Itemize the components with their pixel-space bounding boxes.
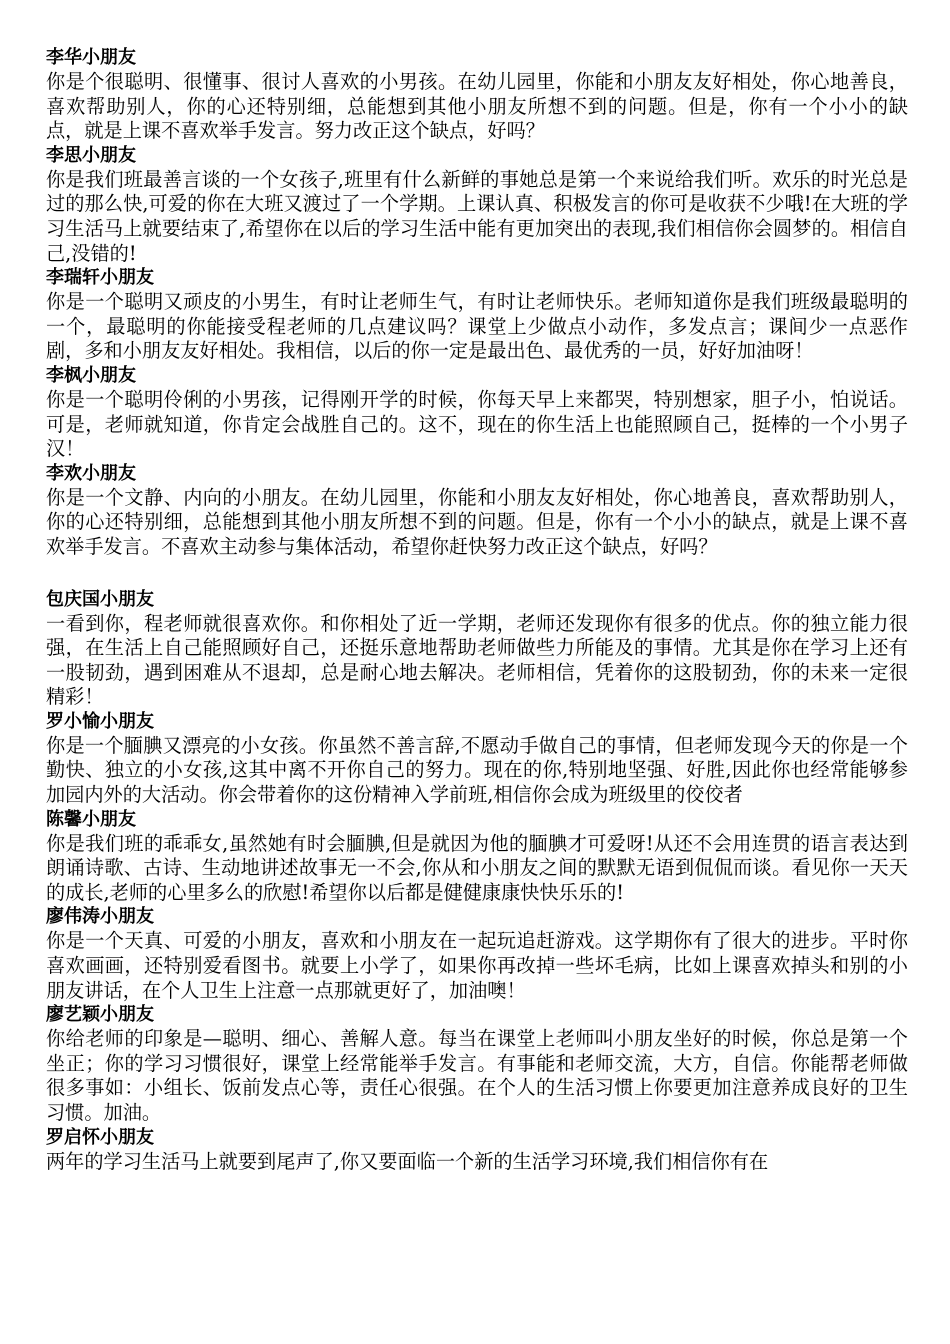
comment-entry-li-si bbox=[46, 144, 908, 266]
child-name: 李枫小朋友 bbox=[46, 364, 136, 386]
comment-text: 你是一个天真、可爱的小朋友，喜欢和小朋友在一起玩追赶游戏。这学期你有了很大的进步。平时你喜欢画画，还特别爱看图书。就要上小学了，如果你再改掉一些坏毛病，比如上课喜欢掉头和别的小朋友讲话，在个人卫生上注意一点那就更好了，加油噢！ bbox=[46, 929, 908, 1002]
child-name: 陈馨小朋友 bbox=[46, 808, 136, 830]
comment-entry-li-hua bbox=[46, 46, 908, 144]
comment-entry-li-ruixuan bbox=[46, 266, 908, 364]
comment-entry-liao-yiying bbox=[46, 1003, 908, 1125]
comment-entry-li-huan bbox=[46, 462, 908, 560]
child-name: 李华小朋友 bbox=[46, 47, 136, 68]
comment-text: 你是一个文静、内向的小朋友。在幼儿园里，你能和小朋友友好相处，你心地善良，喜欢帮助别人，你的心还特别细，总能想到其他小朋友所想不到的问题。但是，你有一个小小的缺点，就是上课不喜欢举手发言。不喜欢主动参与集体活动，希望你赶快努力改正这个缺点，好吗？ bbox=[46, 485, 908, 558]
child-name: 李思小朋友 bbox=[46, 144, 136, 166]
child-name: 廖艺颖小朋友 bbox=[46, 1004, 154, 1026]
comment-text: 你是一个腼腆又漂亮的小女孩。你虽然不善言辞,不愿动手做自己的事情，但老师发现今天的你是一个勤快、独立的小女孩,这其中离不开你自己的努力。现在的你,特别地坚强、好胜,因此你也经常能够参加园内外的大活动。你会带着你的这份精神入学前班,相信你会成为班级里的佼佼者 bbox=[46, 733, 908, 807]
comment-entry-chen-xin bbox=[46, 808, 908, 906]
child-name: 罗启怀小朋友 bbox=[46, 1126, 154, 1148]
child-name: 李欢小朋友 bbox=[46, 462, 136, 484]
document-page bbox=[46, 46, 908, 1174]
comment-text: 一看到你，程老师就很喜欢你。和你相处了近一学期，老师还发现你有很多的优点。你的独立能力很强，在生活上自己能照顾好自己，还挺乐意地帮助老师做些力所能及的事情。尤其是你在学习上还有一股韧劲，遇到困难从不退却，总是耐心地去解决。老师相信，凭着你的这股韧劲，你的未来一定很精彩！ bbox=[46, 611, 908, 709]
comment-text: 你是一个聪明又顽皮的小男生，有时让老师生气，有时让老师快乐。老师知道你是我们班级最聪明的一个，最聪明的你能接受程老师的几点建议吗？课堂上少做点小动作，多发点言；课间少一点恶作剧，多和小朋友友好相处。我相信，以后的你一定是最出色、最优秀的一员，好好加油呀！ bbox=[46, 290, 908, 363]
child-name: 包庆国小朋友 bbox=[46, 588, 154, 610]
comment-text: 你是个很聪明、很懂事、很讨人喜欢的小男孩。在幼儿园里，你能和小朋友友好相处，你心地善良，喜欢帮助别人，你的心还特别细，总能想到其他小朋友所想不到的问题。但是，你有一个小小的缺点，就是上课不喜欢举手发言。努力改正这个缺点，好吗？ bbox=[46, 70, 908, 143]
child-name: 罗小愉小朋友 bbox=[46, 710, 154, 732]
child-name: 李瑞轩小朋友 bbox=[46, 267, 154, 289]
comment-text: 两年的学习生活马上就要到尾声了,你又要面临一个新的生活学习环境,我们相信你有在 bbox=[46, 1149, 769, 1173]
comment-text: 你是我们班最善言谈的一个女孩子,班里有什么新鲜的事她总是第一个来说给我们听。欢乐的时光总是过的那么快,可爱的你在大班又渡过了一个学期。上课认真、积极发言的你可是收获不少哦!在大班的学习生活马上就要结束了,希望你在以后的学习生活中能有更加突出的表现,我们相信你会圆梦的。相信自己,没错的! bbox=[46, 167, 908, 265]
comment-entry-luo-qihuai bbox=[46, 1126, 908, 1175]
comment-text: 你是我们班的乖乖女,虽然她有时会腼腆,但是就因为他的腼腆才可爱呀!从还不会用连贯的语言表达到朗诵诗歌、古诗、生动地讲述故事无一不会,你从和小朋友之间的默默无语到侃侃而谈。看见你一天天的成长,老师的心里多么的欣慰!希望你以后都是健健康康快快乐乐的! bbox=[46, 831, 908, 904]
comment-entry-li-feng bbox=[46, 364, 908, 462]
comment-text: 你给老师的印象是—聪明、细心、善解人意。每当在课堂上老师叫小朋友坐好的时候，你总是第一个坐正；你的学习习惯很好，课堂上经常能举手发言。有事能和老师交流，大方，自信。你能帮老师做很多事如：小组长、饭前发点心等，责任心很强。在个人的生活习惯上你要更加注意养成良好的卫生习惯。加油。 bbox=[46, 1027, 908, 1124]
comment-entry-bao-qingguo bbox=[46, 588, 908, 710]
comment-text: 你是一个聪明伶俐的小男孩，记得刚开学的时候，你每天早上来都哭，特别想家，胆子小，怕说话。可是，老师就知道，你肯定会战胜自己的。这不，现在的你生活上也能照顾自己，挺棒的一个小男子汉！ bbox=[46, 387, 908, 461]
comment-entry-liao-weitao bbox=[46, 905, 908, 1003]
child-name: 廖伟涛小朋友 bbox=[46, 906, 154, 928]
comment-entry-luo-xiaoyu bbox=[46, 710, 908, 808]
